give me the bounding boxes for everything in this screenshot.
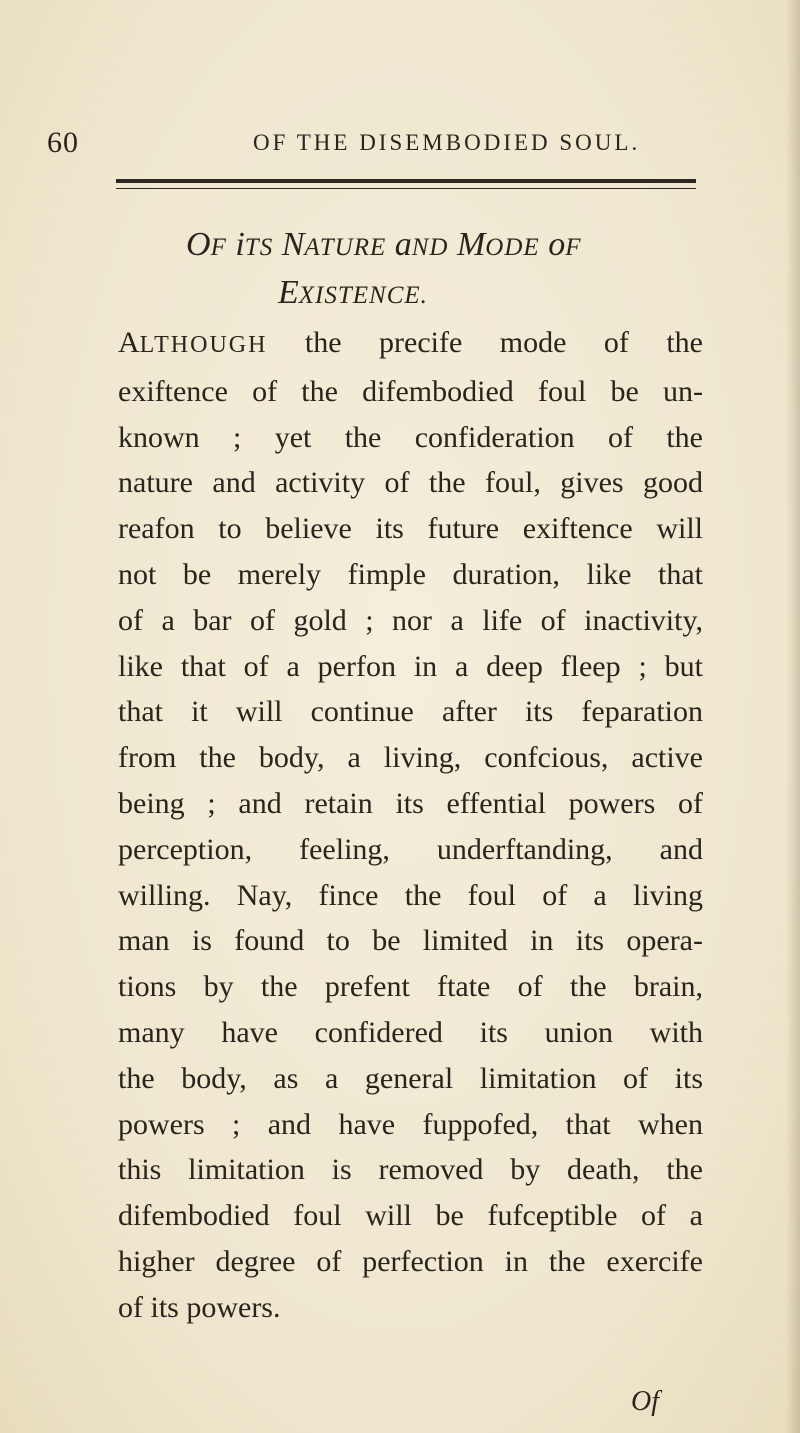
text-line: the body, as a general limitation of its (118, 1061, 703, 1095)
text-line: exiftence of the difembodied foul be un- (118, 374, 703, 408)
text-line: of a bar of gold ; nor a life of inactivity, (118, 603, 703, 637)
header-rule-thick (116, 179, 696, 183)
text-line: not be merely fimple duration, like that (118, 557, 703, 591)
text-line: of its powers. (118, 1290, 281, 1324)
text-line: man is found to be limited in its opera- (118, 924, 703, 958)
text-line: nature and activity of the foul, gives good (118, 466, 703, 500)
text-line: higher degree of perfection in the exercife (118, 1244, 703, 1278)
text-line: willing. Nay, fince the foul of a living (118, 878, 703, 912)
text-line: like that of a perfon in a deep fleep ; but (118, 649, 703, 683)
running-head (47, 126, 747, 166)
text-line: powers ; and have fuppofed, that when (118, 1107, 703, 1141)
text-line: from the body, a living, confcious, active (118, 741, 703, 775)
text-line: known ; yet the confideration of the (118, 420, 703, 454)
text-line: reafon to believe its future exiftence will (118, 512, 703, 546)
text-line: ALTHOUGH the precife mode of the (118, 326, 703, 359)
text-line: tions by the prefent ftate of the brain, (118, 970, 703, 1004)
text-line: being ; and retain its effential powers of (118, 786, 703, 820)
body-paragraph (118, 320, 703, 1331)
text-line: perception, feeling, underftanding, and (118, 832, 703, 866)
text-line: that it will continue after its feparation (118, 695, 703, 729)
text-line: this limitation is removed by death, the (118, 1153, 703, 1187)
section-heading-line-1: OF iTS NATURE aND MODE oF (186, 226, 582, 263)
catchword: Of (631, 1386, 659, 1417)
text-line: difembodied foul will be fufceptible of a (118, 1199, 703, 1233)
section-heading-line-2: EXISTENCE. (278, 274, 428, 311)
running-head-title: OF THE DISEMBODIED SOUL. (253, 130, 641, 155)
header-rule-thin (116, 188, 696, 189)
page-number: 60 (47, 126, 79, 159)
text-line: many have confidered its union with (118, 1015, 703, 1049)
